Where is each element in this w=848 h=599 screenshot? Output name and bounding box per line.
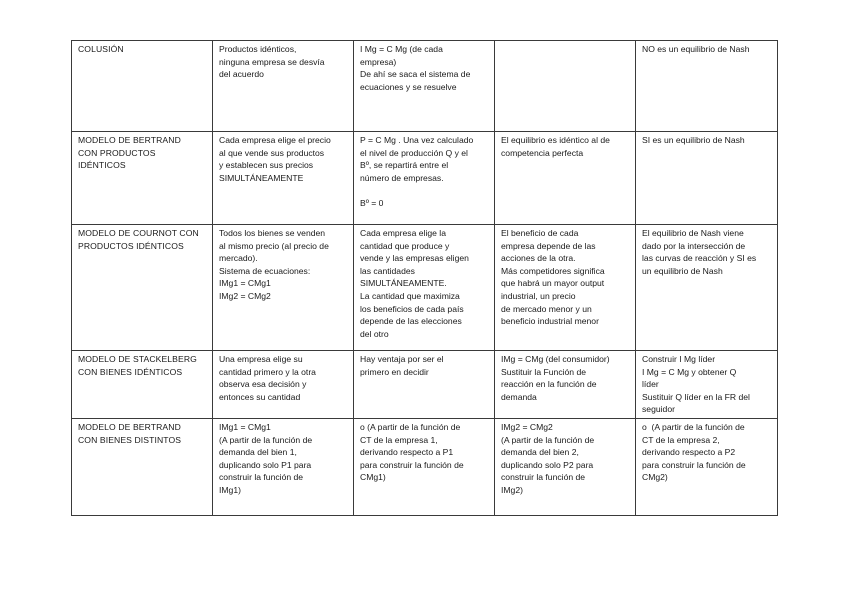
table-cell: IMg2 = CMg2 (A partir de la función de demanda del bien 2, duplicando solo P2 para construir la función de IMg2): [495, 419, 636, 516]
table-cell: [495, 41, 636, 132]
table-cell: IMg = CMg (del consumidor) Sustituir la Función de reacción en la función de demanda: [495, 351, 636, 419]
table-row: [72, 132, 778, 225]
table-cell: El equilibrio es idéntico al de competencia perfecta: [495, 132, 636, 225]
table-cell: El equilibrio de Nash viene dado por la intersección de las curvas de reacción y SI es un equilibrio de Nash: [636, 225, 778, 351]
table-cell: o (A partir de la función de CT de la empresa 2, derivando respecto a P2 para construir la función de CMg2): [636, 419, 778, 516]
table-cell: IMg1 = CMg1 (A partir de la función de demanda del bien 1, duplicando solo P1 para construir la función de IMg1): [213, 419, 354, 516]
model-name-cell: MODELO DE BERTRAND CON BIENES DISTINTOS: [72, 419, 213, 516]
table-cell: Cada empresa elige el precio al que vende sus productos y establecen sus precios SIMULTÁNEAMENTE: [213, 132, 354, 225]
table-cell: Cada empresa elige la cantidad que produce y vende y las empresas eligen las cantidades SIMULTÁNEAMENTE. La cantidad que maximiza los beneficios de cada país depende de las elecciones del otro: [354, 225, 495, 351]
table-row: [72, 41, 778, 132]
table-row: [72, 351, 778, 419]
table-row: [72, 225, 778, 351]
table-row: [72, 419, 778, 516]
table-cell: Todos los bienes se venden al mismo precio (al precio de mercado). Sistema de ecuaciones: IMg1 = CMg1 IMg2 = CMg2: [213, 225, 354, 351]
table-cell: Construir I Mg líder I Mg = C Mg y obtener Q líder Sustituir Q líder en la FR del seguidor: [636, 351, 778, 419]
oligopoly-models-table: [71, 40, 778, 516]
model-name-cell: MODELO DE STACKELBERG CON BIENES IDÉNTICOS: [72, 351, 213, 419]
table-cell: Una empresa elige su cantidad primero y la otra observa esa decisión y entonces su cantidad: [213, 351, 354, 419]
table-cell: P = C Mg . Una vez calculado el nivel de producción Q y el Bº, se repartirá entre el número de empresas. Bº = 0: [354, 132, 495, 225]
table-cell: Productos idénticos, ninguna empresa se desvía del acuerdo: [213, 41, 354, 132]
model-name-cell: MODELO DE COURNOT CON PRODUCTOS IDÉNTICOS: [72, 225, 213, 351]
model-name-cell: COLUSIÓN: [72, 41, 213, 132]
table-cell: NO es un equilibrio de Nash: [636, 41, 778, 132]
table-cell: El beneficio de cada empresa depende de las acciones de la otra. Más competidores significa que habrá un mayor output industrial, un precio de mercado menor y un beneficio industrial menor: [495, 225, 636, 351]
table-cell: SI es un equilibrio de Nash: [636, 132, 778, 225]
table-cell: Hay ventaja por ser el primero en decidir: [354, 351, 495, 419]
model-name-cell: MODELO DE BERTRAND CON PRODUCTOS IDÉNTICOS: [72, 132, 213, 225]
table-cell: o (A partir de la función de CT de la empresa 1, derivando respecto a P1 para construir la función de CMg1): [354, 419, 495, 516]
table-cell: I Mg = C Mg (de cada empresa) De ahí se saca el sistema de ecuaciones y se resuelve: [354, 41, 495, 132]
